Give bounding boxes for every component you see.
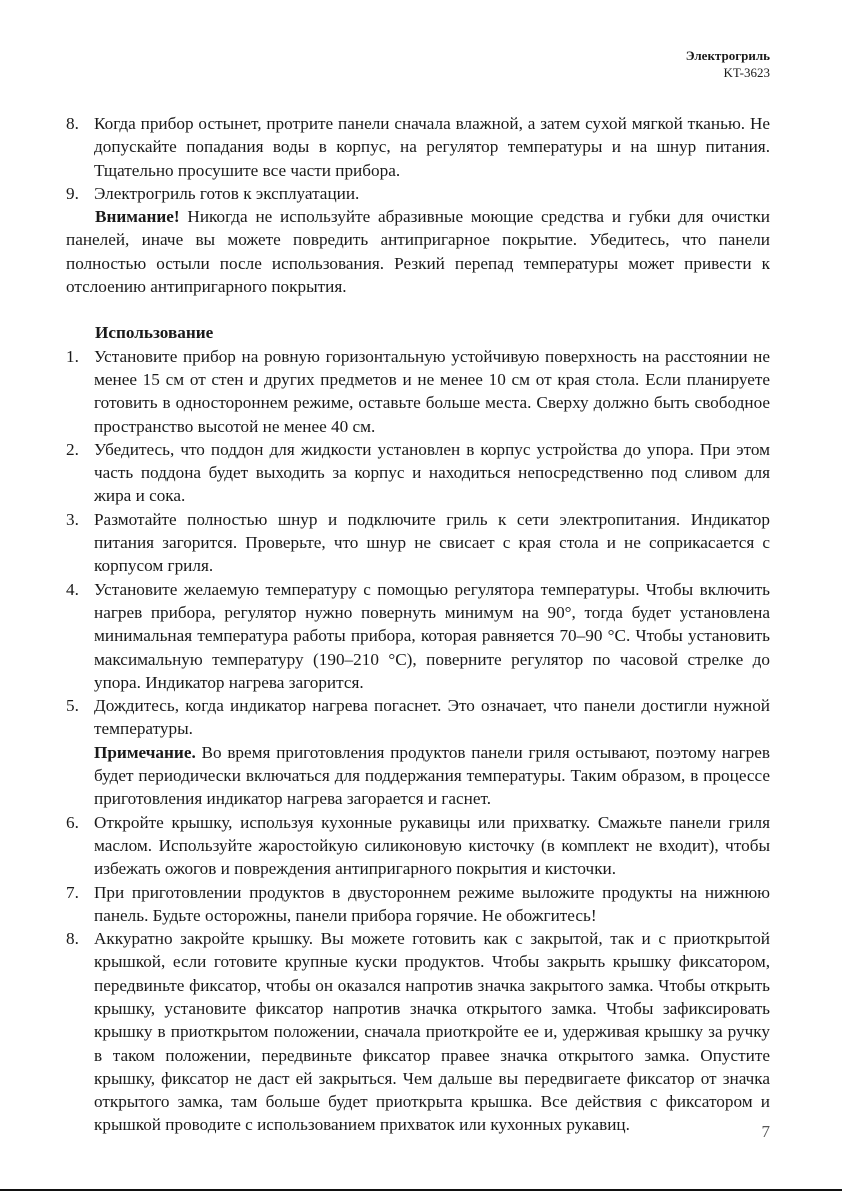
item-text: Размотайте полностью шнур и подключите гриль к сети электропитания. Индикатор питания загорится. Проверьте, что шнур не свисает с края стола и не соприкасается с корпусом гриля. [94, 509, 770, 576]
list-item [66, 345, 770, 438]
note-label: Примечание. [94, 742, 196, 762]
bottom-divider [0, 1189, 842, 1191]
item-text: Электрогриль готов к эксплуатации. [94, 183, 360, 203]
warning-text: Никогда не используйте абразивные моющие средства и губки для очистки панелей, иначе вы можете повредить антипригарное покрытие. Убедитесь, что панели полностью остыли после использования. Резкий перепад температуры может привести к отслоению антипригарного покрытия. [66, 207, 770, 297]
item-text: Убедитесь, что поддон для жидкости установлен в корпус устройства до упора. При этом часть поддона будет выходить за корпус и находиться непосредственно под сливом для жира и сока. [94, 439, 770, 506]
item-text: При приготовлении продуктов в двустороннем режиме выложите продукты на нижнюю панель. Будьте осторожны, панели прибора горячие. Не обожгитесь! [94, 882, 770, 925]
page-header [686, 47, 770, 81]
warning-paragraph [66, 205, 770, 298]
note-paragraph [66, 741, 770, 811]
item-text: Откройте крышку, используя кухонные рукавицы или прихватку. Смажьте панели гриля маслом. Используйте жаростойкую силиконовую кисточку (в комплект не входит), чтобы избежать ожогов и повреждения антипригарного покрытия и кисточки. [94, 812, 770, 879]
page-number: 7 [761, 1122, 770, 1141]
warning-label: Внимание! [95, 207, 180, 227]
item-number: 3. [66, 509, 79, 529]
item-number: 6. [66, 812, 79, 832]
page-body [66, 112, 770, 1137]
item-number: 1. [66, 346, 79, 366]
model-number: KT-3623 [723, 65, 770, 80]
item-number: 8. [66, 114, 79, 133]
list-item [66, 578, 770, 694]
list-item [66, 182, 770, 205]
item-text: Установите прибор на ровную горизонтальную устойчивую поверхность на расстоянии не менее 15 см от стен и других предметов и не менее 10 см от края стола. Если планируете готовить в одностороннем режиме, оставьте больше места. Сверху должно быть свободное пространство высотой не менее 40 см. [94, 346, 770, 436]
product-name: Электрогриль [685, 48, 770, 63]
item-text: Дождитесь, когда индикатор нагрева погаснет. Это означает, что панели достигли нужной температуры. [94, 696, 770, 739]
list-item [66, 927, 770, 1137]
section-title: Использование [95, 323, 214, 343]
item-number: 8. [66, 929, 79, 949]
list-item [66, 881, 770, 928]
item-number: 2. [66, 439, 79, 459]
note-text: Во время приготовления продуктов панели гриля остывают, поэтому нагрев будет периодически включаться для поддержания температуры. Таким образом, в процессе приготовления индикатор нагрева загорается и гаснет. [94, 742, 770, 809]
list-item [66, 438, 770, 508]
list-item [66, 694, 770, 741]
item-number: 7. [66, 882, 79, 902]
item-text: Когда прибор остынет, протрите панели сначала влажной, а затем сухой мягкой тканью. Не допускайте попадания воды в корпус, на регулятор температуры и на шнур питания. Тщательно просушите все части прибора. [94, 114, 770, 180]
list-item [66, 112, 770, 182]
list-item [66, 811, 770, 881]
list-item [66, 508, 770, 578]
item-text: Аккуратно закройте крышку. Вы можете готовить как с закрытой, так и с приоткрытой крышкой, если готовите крупные куски продуктов. Чтобы закрыть крышку фиксатором, передвиньте фиксатор, чтобы он оказался напротив значка закрытого замка. Чтобы открыть крышку, установите фиксатор напротив значка открытого замка. Чтобы зафиксировать крышку в приоткрытом положении, сначала приоткройте ее и, удерживая крышку за ручку в таком положении, передвиньте фиксатор правее значка открытого замка. Опустите крышку, фиксатор не даст ей закрыться. Чем дальше вы передвигаете фиксатор от значка открытого замка, там больше будет приоткрыта крышка. Все действия с фиксатором и крышкой проводите с использованием прихваток или кухонных рукавиц. [94, 929, 770, 1135]
item-number: 5. [66, 696, 79, 716]
item-number: 4. [66, 579, 79, 599]
item-number: 9. [66, 183, 79, 203]
item-text: Установите желаемую температуру с помощью регулятора температуры. Чтобы включить нагрев прибора, регулятор нужно повернуть минимум на 90°, тогда будет установлена минимальная температура работы прибора, которая равняется 70–90 °C. Чтобы установить максимальную температуру (190–210 °C), поверните регулятор по часовой стрелке до упора. Индикатор нагрева загорится. [94, 579, 770, 692]
